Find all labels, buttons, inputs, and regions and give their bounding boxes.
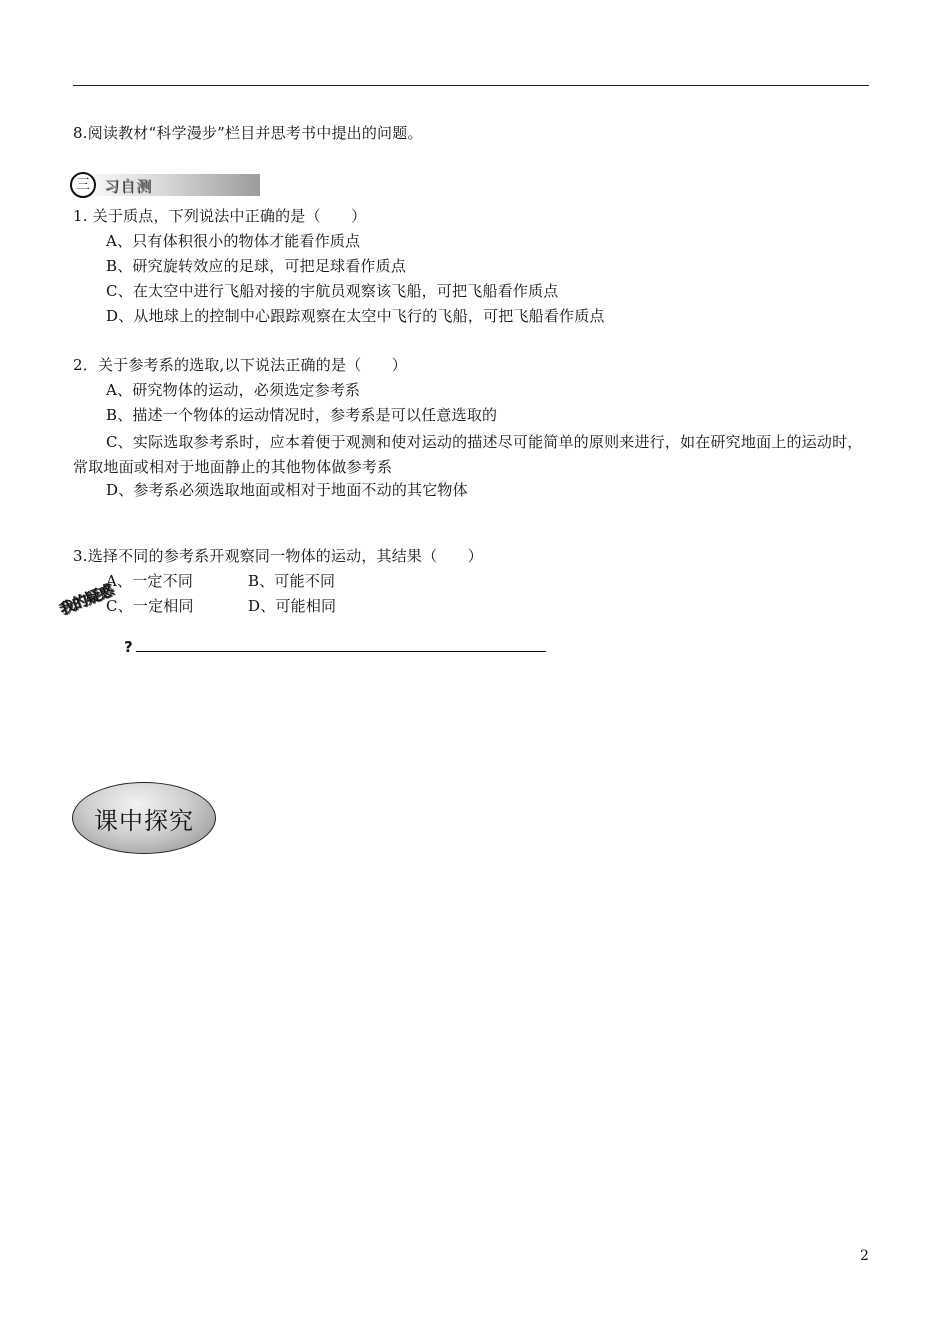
page-number: 2 — [860, 1248, 869, 1264]
question-3-option-b: B、可能不同 — [248, 572, 336, 590]
question-1-option-d: D、从地球上的控制中心跟踪观察在太空中飞行的飞船，可把飞船看作质点 — [106, 307, 605, 325]
section-heading: 课中探究 — [94, 807, 194, 835]
question-1-stem: 1. 关于质点，下列说法中正确的是（ ） — [73, 207, 367, 225]
section-badge-label: 习自测 — [104, 177, 153, 195]
doubt-answer-line — [136, 651, 546, 652]
question-2-stem: 2．关于参考系的选取,以下说法正确的是（ ） — [73, 356, 407, 374]
header-rule — [73, 85, 869, 86]
question-3-option-c: C、一定相同 — [106, 597, 194, 615]
question-1-option-a: A、只有体积很小的物体才能看作质点 — [106, 232, 361, 250]
question-2-option-d: D、参考系必须选取地面或相对于地面不动的其它物体 — [106, 481, 468, 499]
question-3-option-d: D、可能相同 — [248, 597, 337, 615]
question-2-option-a: A、研究物体的运动，必须选定参考系 — [106, 381, 361, 399]
section-badge-circle: 三 — [70, 172, 96, 198]
section-badge-bar — [84, 174, 260, 196]
question-2-option-b: B、描述一个物体的运动情况时，参考系是可以任意选取的 — [106, 406, 498, 424]
item-8-text: 8.阅读教材“科学漫步”栏目并思考书中提出的问题。 — [73, 124, 423, 142]
question-2-option-c: C、实际选取参考系时，应本着便于观测和使对运动的描述尽可能简单的原则来进行，如在研究地面上的运动时，常取地面或相对于地面静止的其他物体做参考系 — [73, 433, 863, 476]
my-doubts-stamp: 我的疑惑 — [56, 580, 116, 619]
question-1-option-b: B、研究旋转效应的足球，可把足球看作质点 — [106, 257, 407, 275]
question-1-option-c: C、在太空中进行飞船对接的宇航员观察该飞船，可把飞船看作质点 — [106, 282, 559, 300]
question-mark-icon: ? — [124, 638, 133, 656]
section-heading-ellipse — [72, 782, 216, 854]
question-3-stem: 3.选择不同的参考系开观察同一物体的运动，其结果（ ） — [73, 547, 483, 565]
question-3-option-a: A、一定不同 — [106, 572, 194, 590]
